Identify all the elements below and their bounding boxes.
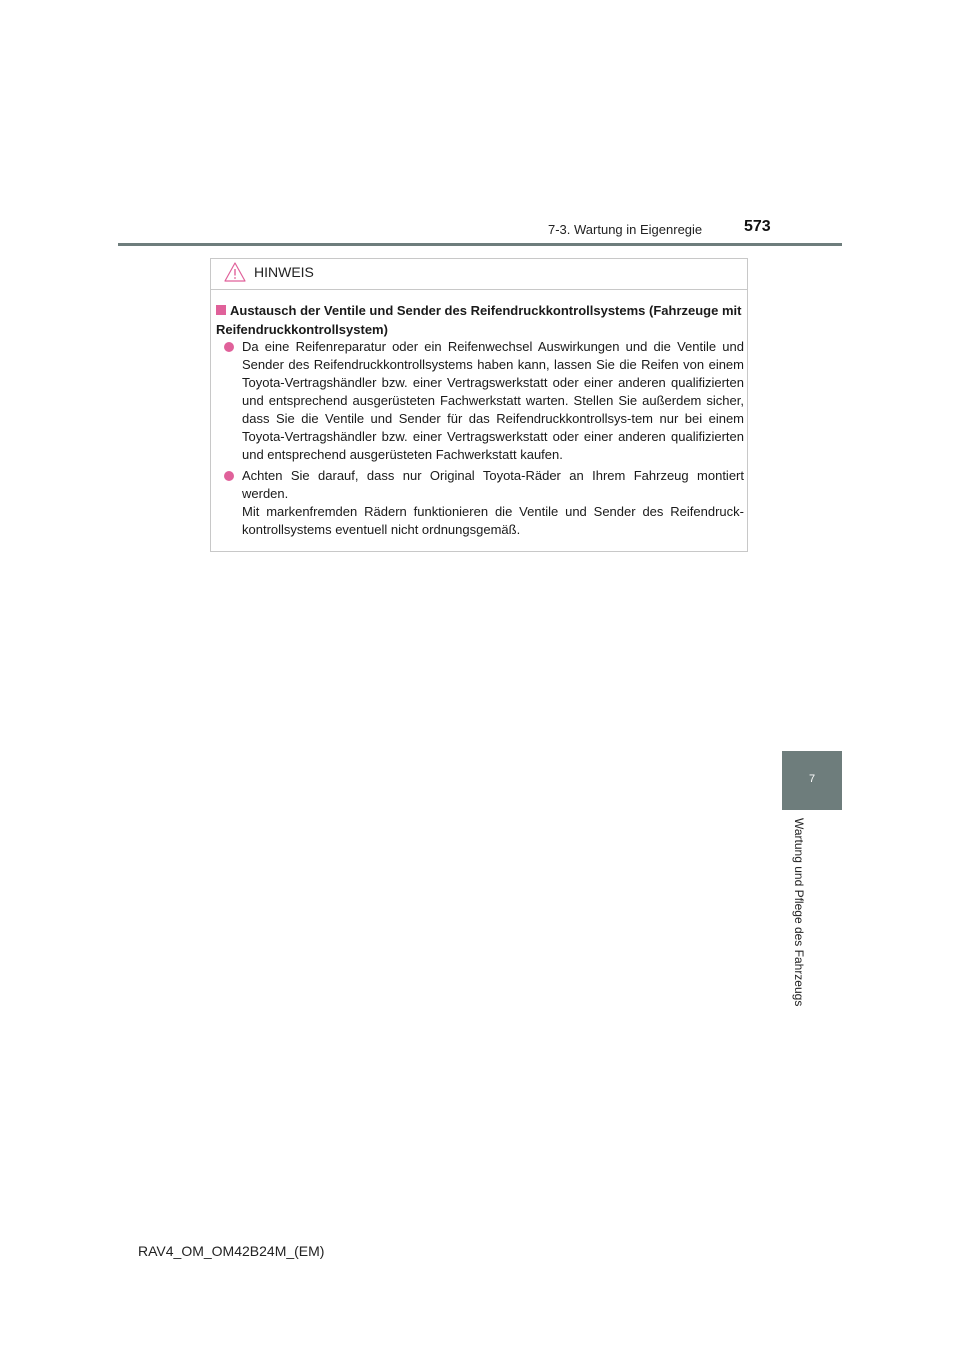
section-title: 7-3. Wartung in Eigenregie [548,222,703,237]
list-item-text: Achten Sie darauf, dass nur Original Toyota-Räder an Ihrem Fahrzeug montiert werden. [242,468,744,501]
page-number: 573 [744,218,771,235]
notice-heading [216,301,744,339]
bullet-dot-icon [224,471,234,481]
bullet-dot-icon [224,342,234,352]
chapter-tab [782,751,842,810]
list-item-text: Da eine Reifenreparatur oder ein Reifenwechsel Auswirkungen und die Ventile und Sender des Reifendruckkontrollsystems haben kann, lassen Sie die Reifen von einem Toyota-Vertragshändler bzw. einer Vertragswerkstatt oder einer anderen qualifizierten und entsprechend ausgerüsteten Fachwerkstatt warten. Stellen Sie außerdem sicher, dass Sie die Ventile und Sender für das Reifendruckkontrollsys-tem nur bei einem Toyota-Vertragshändler bzw. einer Vertragswerkstatt oder einer anderen qualifizierten und entsprechend ausgerüsteten Fachwerkstatt kaufen. [242,339,744,462]
list-item [224,467,744,539]
notice-heading-text: Austausch der Ventile und Sender des Reifendruckkontrollsystems (Fahrzeuge mit Reifendruckkontrollsystem) [216,303,742,337]
list-item-text: Mit markenfremden Rädern funktionieren die Ventile und Sender des Reifendruck-kontrollsystems eventuell nicht ordnungsgemäß. [242,504,744,537]
chapter-title: Wartung und Pflege des Fahrzeugs [792,818,806,1007]
warning-triangle-icon [224,262,246,282]
square-bullet-icon [216,305,226,315]
document-code: RAV4_OM_OM42B24M_(EM) [138,1243,325,1259]
notice-title: HINWEIS [254,264,314,280]
header-divider [118,243,842,246]
chapter-number: 7 [808,773,816,785]
list-item [224,338,744,464]
